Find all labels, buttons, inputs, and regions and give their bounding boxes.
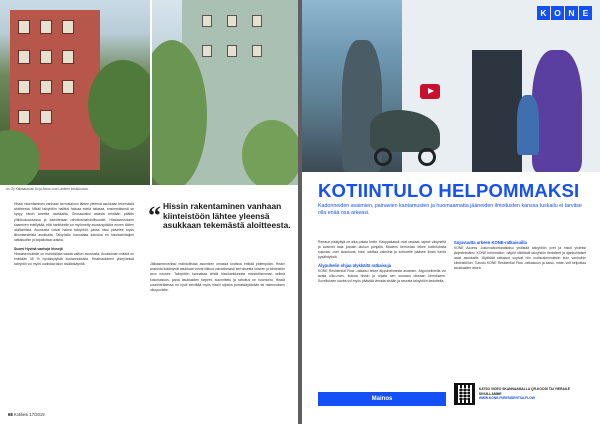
courtyard-building-photo — [152, 0, 298, 185]
body-paragraph: Hissiasennuksiin on mahdollista saada valtion avustusta. Avustuksen määrä on enintään 45 % hyväksytyistä kustannuksista. Hissihankkeen yhteydessä taloyhtiö voi myös uudistaa talon sisäänkäyntiä. — [14, 251, 134, 267]
subheading: Sujuvuutta arkeen KONE-ratkaisuilla — [454, 240, 527, 245]
body-paragraph: KONE Access -kulunvalvontaratkaisu yhdistää taloyhtiön ovet ja hissit yhdeksi järjestelmäksi. KONE Information -näytöt välittävät taloyhtiön tiedotteet ja ajankohtaiset asiat asukkaille. Älykkäät ratkaisut sopivat niin uudisrakennuksiin kuin vanhoihin kiinteistöihin. Tutustu KONE Residential Flow -ratkaisuun ja katso, miten voit helpottaa asukkaiden arkea. — [454, 246, 586, 270]
right-column-2 — [454, 240, 586, 271]
headline: KOTIINTULO HELPOMMAKSI — [318, 180, 580, 201]
lead-paragraph: Kadonneiden avaimien, painavien kantamusten ja huomaamatta jääneiden ilmoitusten kanssa tuskailu ei tarvitse olla enää osa arkeasi. — [318, 203, 582, 216]
qr-code-icon[interactable] — [454, 383, 475, 405]
subheading: Älypuhelin ohjaa älykkäitä ratkaisuja — [318, 263, 392, 268]
right-column-1 — [318, 240, 446, 284]
page-folio — [8, 412, 45, 417]
family-arriving-home-photo — [302, 0, 600, 172]
apartment-building-photo — [0, 0, 150, 185]
body-paragraph: KONE Residential Flow -ratkaisu tekee älypuhelimesta avaimen. Älypuhelimella voi avata ulko-oven, kutsua hissin ja ohjata sen suoraan oikeaan kerrokseen. Sovelluksen kautta voi myös päästää vieraita sisään ja seurata taloyhtiön tiedotteita. — [318, 269, 446, 283]
issue-label: Kotiliesi 17/2019 — [13, 412, 45, 417]
right-page — [302, 0, 600, 424]
kone-logo: K O N E — [537, 6, 592, 20]
advertisement-label: Mainos — [318, 392, 446, 406]
qr-instruction: KATSO VIDEO SKANNAAMALLA QR-KOODI TAI VIERAILE SIVUILLAMME — [478, 387, 570, 396]
body-paragraph: Jälkiasennushissi mahdollistaa asumisen omassa kodissa entistä pidempään. Hissin ansiosta ikääntyvät asukkaat voivat liikkua vaivattomasti kerroksesta toiseen ja kiinteistön arvo nousee. Taloyhtiön kannattaa tehdä hissihankkeesta mahdollisimman selkeä kokonaisuus, jossa asukkaiden tarpeet, suunnittelu ja rahoitus on huomioitu. Hissiä suunniteltaessa on hyvä selvittää myös hissin sijoitus porraskäytävään tai rakennuksen ulkopuolelle. — [150, 262, 285, 293]
pull-quote: Hissin rakentaminen vanhaan kiinteistöön lähtee yleensä asukkaan tekemästä aloitteesta. — [163, 201, 291, 231]
qr-promo[interactable] — [454, 380, 586, 408]
photo-caption: As Oy Kalasataman Ali ja Amos ovat Lahteen kesäkuussa. — [6, 187, 89, 191]
website-link[interactable]: WWW.KONE.FI/RESIDENTIALFLOW — [478, 396, 535, 401]
quote-mark-icon: “ — [148, 201, 161, 230]
left-page — [0, 0, 298, 424]
body-paragraph: Hissin rakentaminen vanhaan kerrostaloon lähtee yleensä asukkaan tekemästä aloitteesta. Mikäli taloyhtiön hallitus haluaa edetä asiassa, ensimmäisenä se kysyy hissin tarvetta osakkailta. Seuraavaksi asiasta tehdään päätös yhtiökokouksessa ja kartoitetaan rahoitusmahdollisuudet. Hissiavustuksen saaminen edellyttää, että hankkeelle on myönnetty avustuspäätös ennen töiden aloittamista. Avustusta voivat hakea taloyhtiöt, joissa hissi palvelee myös liikuntaesteisiä asukkaita. Taloyhtiön kannattaa tutustua eri hissitoimittajien ratkaisuihin ja kilpailuttaa urakka. — [14, 202, 134, 243]
subheading: Suomi Hyvinä vanhoja hissejä — [14, 246, 63, 251]
body-paragraph: Reissun päätyttyä on aika palata kotiin. Kauppakassit ovat raskaat, lapset väsyneitä ja avaimet taas jossain laukun pohjalla. Moderni kerrostalo tekee kotiintulosta sujuvaa: ovet avautuvat, hissi odottaa valmiina ja kotiovelle pääsee ilman turhia pysähdyksiä. — [318, 240, 446, 259]
left-column-1 — [14, 202, 134, 267]
play-icon[interactable] — [420, 84, 440, 99]
page-number: 68 — [8, 412, 13, 417]
left-column-2 — [150, 262, 285, 293]
